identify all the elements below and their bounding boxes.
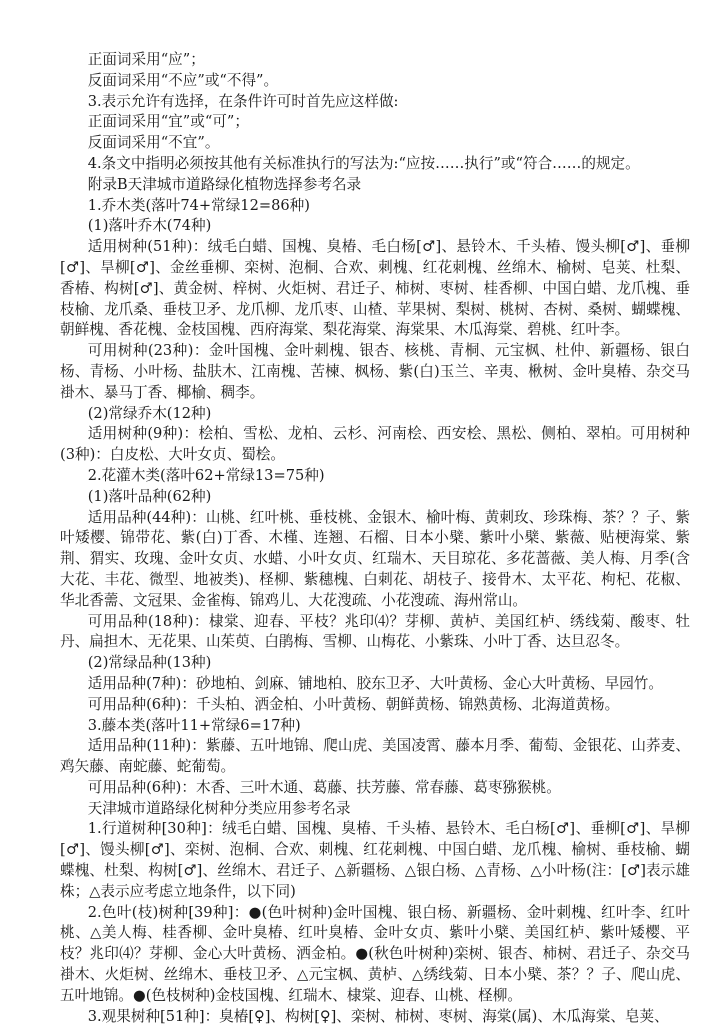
document-paragraph: 适用品种(44种)：山桃、红叶桃、垂枝桃、金银木、榆叶梅、黄刺玫、珍珠梅、茶？？子、紫叶矮樱、锦带花、紫(白)丁香、木槿、连翘、石榴、日本小檗、紫叶小檗、紫薇、贴梗海棠、紫荆、猬实、玫瑰、金叶女贞、水蜡、小叶女贞、红瑞木、天目琼花、多花蔷薇、美人梅、月季(含大花、丰花、微型、地被类)、柽柳、紫穗槐、白刺花、胡枝子、接骨木、太平花、枸杞、花椒、华北香薷、文冠果、金雀梅、锦鸡儿、大花溲疏、小花溲疏、海州常山。 [60,508,690,609]
document-paragraph: 4.条文中指明必须按其他有关标准执行的写法为:“应按……执行”或“符合……的规定。 [87,154,640,172]
document-paragraph: 2.色叶(枝)树种[39种]：●(色叶树种)金叶国槐、银白杨、新疆杨、金叶刺槐、红叶李、红叶桃、△美人梅、桂香柳、金叶臭椿、红叶臭椿、金叶女贞、紫叶小檗、美国红栌、紫叶矮樱、平枝？兆印⑷？芽柳、金心大叶黄杨、洒金柏。●(秋色叶树种)栾树、银杏、柿树、君迁子、杂交马褂木、火炬树、丝绵木、垂枝卫矛、△元宝枫、黄栌、△绣线菊、日本小檗、茶？？子、爬山虎、五叶地锦。●(色枝树种)金枝国槐、红瑞木、棣棠、迎春、山桃、柽柳。 [60,903,690,1004]
document-paragraph: 反面词采用“不宜”。 [87,134,220,152]
document-paragraph: 1.乔木类(落叶74+常绿12=86种) [87,196,310,214]
document-paragraph: (1)落叶品种(62种) [87,487,212,505]
document-paragraph: 附录B天津城市道路绿化植物选择参考名录 [87,175,362,193]
document-paragraph: 天津城市道路绿化树种分类应用参考名录 [87,799,351,817]
document-paragraph: 适用树种(51种)：绒毛白蜡、国槐、臭椿、毛白杨[♂]、悬铃木、千头椿、馒头柳[♂]、垂柳[♂]、旱柳[♂]、金丝垂柳、栾树、泡桐、合欢、刺槐、红花刺槐、丝绵木、榆树、皂荚、杜梨、香椿、构树[♂]、黄金树、梓树、火炬树、君迁子、柿树、枣树、桂香柳、中国白蜡、龙爪槐、垂枝榆、龙爪桑、垂枝卫矛、龙爪柳、龙爪枣、山楂、苹果树、梨树、桃树、杏树、桑树、蝴蝶槐、朝鲜槐、香花槐、金枝国槐、西府海棠、梨花海棠、海棠果、木瓜海棠、碧桃、红叶李。 [60,238,690,339]
document-paragraph: 适用品种(11种)：紫藤、五叶地锦、爬山虎、美国凌霄、藤本月季、葡萄、金银花、山荞麦、鸡矢藤、南蛇藤、蛇葡萄。 [60,737,690,776]
document-paragraph: (1)落叶乔木(74种) [87,217,212,235]
document-paragraph: 适用树种(9种)：桧柏、雪松、龙柏、云杉、河南桧、西安桧、黑松、侧柏、翠柏。可用树种(3种)：白皮松、大叶女贞、蜀桧。 [60,425,690,464]
document-paragraph: 3.表示允许有选择，在条件许可时首先应这样做: [87,92,399,110]
document-paragraph: 正面词采用“应”； [87,51,205,68]
document-paragraph: (2)常绿乔木(12种) [87,404,212,422]
document-paragraph: 3.藤本类(落叶11+常绿6=17种) [87,716,301,734]
document-paragraph: 正面词采用“宜”或“可”； [87,113,249,131]
document-paragraph: 可用品种(18种)：棣棠、迎春、平枝？兆印⑷？芽柳、黄栌、美国红栌、绣线菊、酸枣、牡丹、扁担木、无花果、山茱萸、白鹃梅、雪柳、山梅花、小紫珠、小叶丁香、达旦忍冬。 [60,612,690,651]
document-paragraph: 3.观果树种[51种]：臭椿[♀]、构树[♀]、栾树、柿树、枣树、海棠(属)、木瓜海棠、皂荚、 [87,1007,669,1025]
document-page [60,50,690,1027]
document-paragraph: 2.花灌木类(落叶62+常绿13=75种) [87,466,325,484]
document-paragraph: 可用品种(6种)：木香、三叶木通、葛藤、扶芳藤、常春藤、葛枣猕猴桃。 [87,778,561,796]
document-paragraph: 反面词采用“不应”或“不得”。 [87,71,279,89]
document-paragraph: 可用树种(23种)：金叶国槐、金叶刺槐、银杏、核桃、青桐、元宝枫、杜仲、新疆杨、银白杨、青杨、小叶杨、盐肤木、江南槐、苦楝、枫杨、紫(白)玉兰、辛夷、楸树、金叶臭椿、杂交马褂木、暴马丁香、椰榆、稠李。 [60,342,690,401]
document-paragraph: 1.行道树种[30种]：绒毛白蜡、国槐、臭椿、千头椿、悬铃木、毛白杨[♂]、垂柳[♂]、旱柳[♂]、馒头柳[♂]、栾树、泡桐、合欢、刺槐、红花刺槐、中国白蜡、龙爪槐、榆树、垂枝榆、蝴蝶槐、杜梨、构树[♂]、丝绵木、君迁子、△新疆杨、△银白杨、△青杨、△小叶杨(注：[♂]表示雄株；△表示应考虑立地条件，以下同) [60,820,690,900]
document-paragraph: (2)常绿品种(13种) [87,654,212,672]
document-paragraph: 适用品种(7种)：砂地柏、剑麻、铺地柏、胶东卫矛、大叶黄杨、金心大叶黄杨、早园竹。 [87,674,663,692]
document-paragraph: 可用品种(6种)：千头柏、洒金柏、小叶黄杨、朝鲜黄杨、锦熟黄杨、北海道黄杨。 [87,695,620,713]
